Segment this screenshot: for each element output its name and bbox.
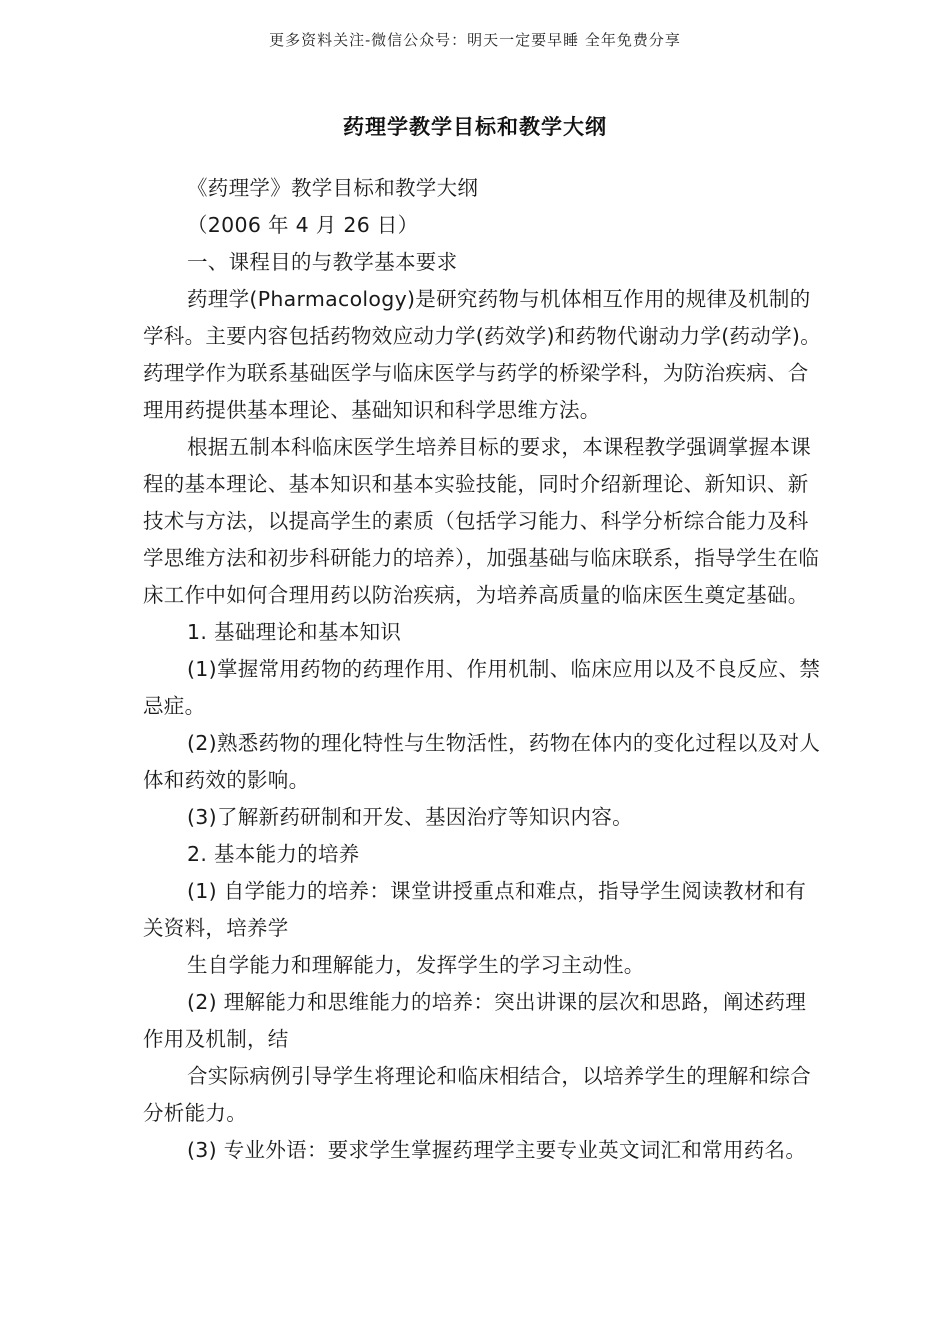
subtitle-line: 《药理学》教学目标和教学大纲 — [187, 176, 479, 200]
list-item: (3)了解新药研制和开发、基因治疗等知识内容。 — [187, 805, 633, 829]
paragraph-intro: 药理学(Pharmacology)是研究药物与机体相互作用的规律及机制的学科。主要内容包括药物效应动力学(药效学)和药物代谢动力学(药动学)。药理学作为联系基础医学与临床医学与药学的桥梁学科，为防治疾病、合理用药提供基本理论、基础知识和科学思维方法。 — [143, 287, 821, 422]
document-body — [143, 170, 823, 1169]
date-line: （2006 年 4 月 26 日） — [187, 213, 419, 237]
list-item: (1)掌握常用药物的药理作用、作用机制、临床应用以及不良反应、禁忌症。 — [143, 657, 821, 718]
subheading-basic-abilities: 2. 基本能力的培养 — [187, 842, 360, 866]
list-item-continuation: 生自学能力和理解能力，发挥学生的学习主动性。 — [187, 953, 645, 977]
section-heading: 一、课程目的与教学基本要求 — [187, 250, 458, 274]
paragraph-goals: 根据五制本科临床医学生培养目标的要求，本课程教学强调掌握本课程的基本理论、基本知识和基本实验技能，同时介绍新理论、新知识、新技术与方法，以提高学生的素质（包括学习能力、科学分析综合能力及科学思维方法和初步科研能力的培养），加强基础与临床联系，指导学生在临床工作中如何合理用药以防治疾病，为培养高质量的临床医生奠定基础。 — [143, 435, 820, 607]
list-item: (2)熟悉药物的理化特性与生物活性，药物在体内的变化过程以及对人体和药效的影响。 — [143, 731, 821, 792]
subheading-basic-knowledge: 1. 基础理论和基本知识 — [187, 620, 402, 644]
list-item-continuation: 合实际病例引导学生将理论和临床相结合，以培养学生的理解和综合分析能力。 — [143, 1064, 811, 1125]
header-note: 更多资料关注-微信公众号：明天一定要早睡 全年免费分享 — [269, 31, 681, 49]
list-item: (3) 专业外语：要求学生掌握药理学主要专业英文词汇和常用药名。 — [187, 1138, 807, 1162]
list-item: (2) 理解能力和思维能力的培养：突出讲课的层次和思路，阐述药理作用及机制，结 — [143, 990, 807, 1051]
document-title: 药理学教学目标和教学大纲 — [343, 115, 607, 139]
list-item: (1) 自学能力的培养：课堂讲授重点和难点，指导学生阅读教材和有关资料，培养学 — [143, 879, 807, 940]
